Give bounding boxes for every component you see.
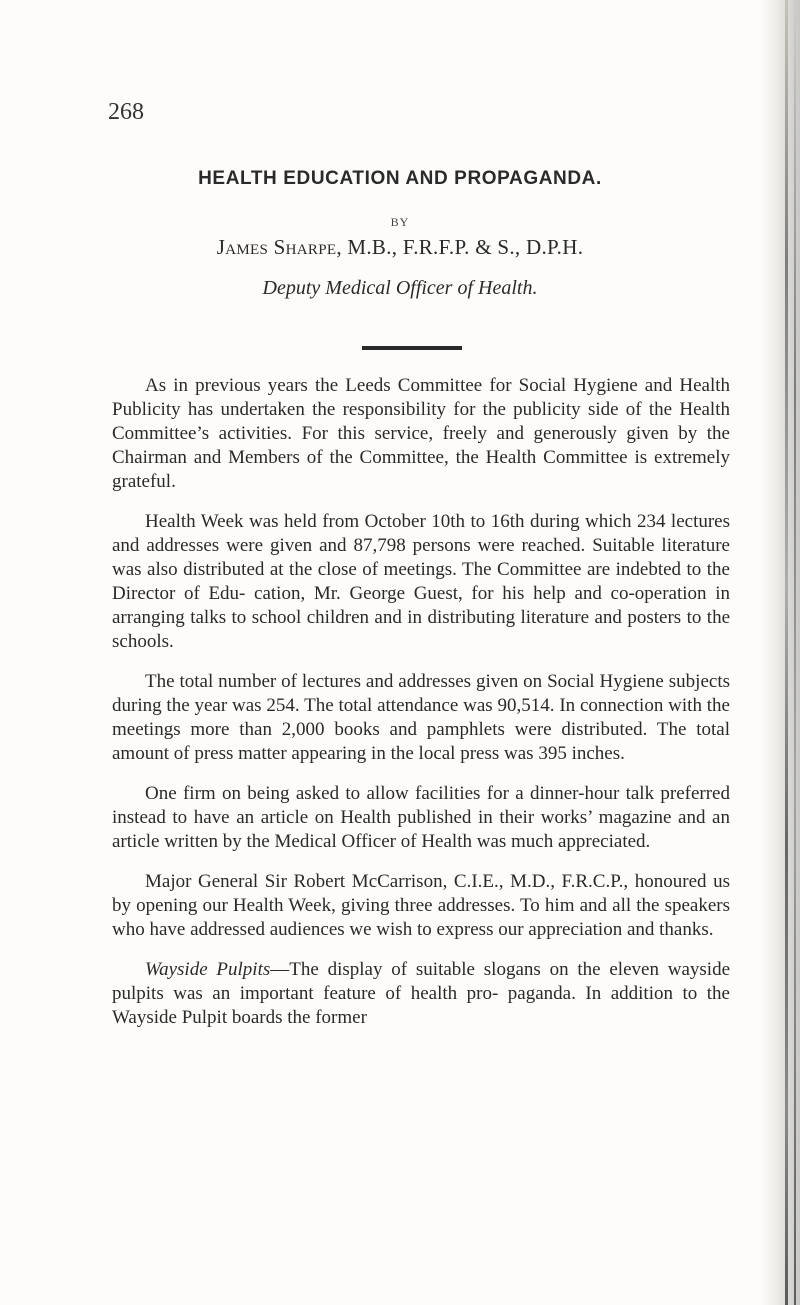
page-edge-line: [785, 0, 788, 1305]
paragraph-2: Health Week was held from October 10th to 16th during which 234 lectures and addresses were given and 87,798 persons were reached. Suitable literature was also distributed at the close of meetings. The Committee are indebted to the Director of Edu- cation, Mr. George Guest, for his help and co-operation in arranging talks to school children and in distributing literature and posters to the schools.: [112, 511, 730, 652]
author-line: [0, 235, 800, 260]
page-edge-line-outer: [794, 0, 796, 1305]
byline: BY: [390, 215, 410, 229]
page-number: 268: [108, 99, 144, 125]
paragraph-6-lead: Wayside Pulpits: [145, 959, 271, 980]
paragraph-5: Major General Sir Robert McCarrison, C.I.E., M.D., F.R.C.P., honoured us by opening our Health Week, giving three addresses. To him and all the speakers who have addressed audiences we wish to express our appreciation and thanks.: [112, 871, 730, 940]
section-divider: [362, 346, 462, 350]
article-title: HEALTH EDUCATION AND PROPAGANDA.: [198, 168, 602, 189]
article-body: [112, 374, 730, 1046]
paragraph-6: [112, 958, 730, 1030]
author-name: James Sharpe: [216, 235, 337, 259]
paragraph-1: As in previous years the Leeds Committee for Social Hygiene and Health Publicity has undertaken the responsibility for the publicity side of the Health Committee’s activities. For this service, freely and generously given by the Chairman and Members of the Committee, the Health Committee is extremely grateful.: [112, 375, 730, 492]
paragraph-3: The total number of lectures and addresses given on Social Hygiene subjects during the year was 254. The total attendance was 90,514. In connection with the meetings more than 2,000 books and pamphlets were distributed. The total amount of press matter appearing in the local press was 395 inches.: [112, 671, 730, 764]
author-credentials: , M.B., F.R.F.P. & S., D.P.H.: [336, 235, 584, 259]
paragraph-6-text: —The display of suitable slogans on the eleven wayside pulpits was an important feature of health pro- paganda. In addition to the Wayside Pulpit boards the former: [112, 959, 730, 1028]
paragraph-4: One firm on being asked to allow facilities for a dinner-hour talk preferred instead to have an article on Health published in their works’ magazine and an article written by the Medical Officer of Health was much appreciated.: [112, 783, 730, 852]
author-role: Deputy Medical Officer of Health.: [262, 277, 538, 299]
